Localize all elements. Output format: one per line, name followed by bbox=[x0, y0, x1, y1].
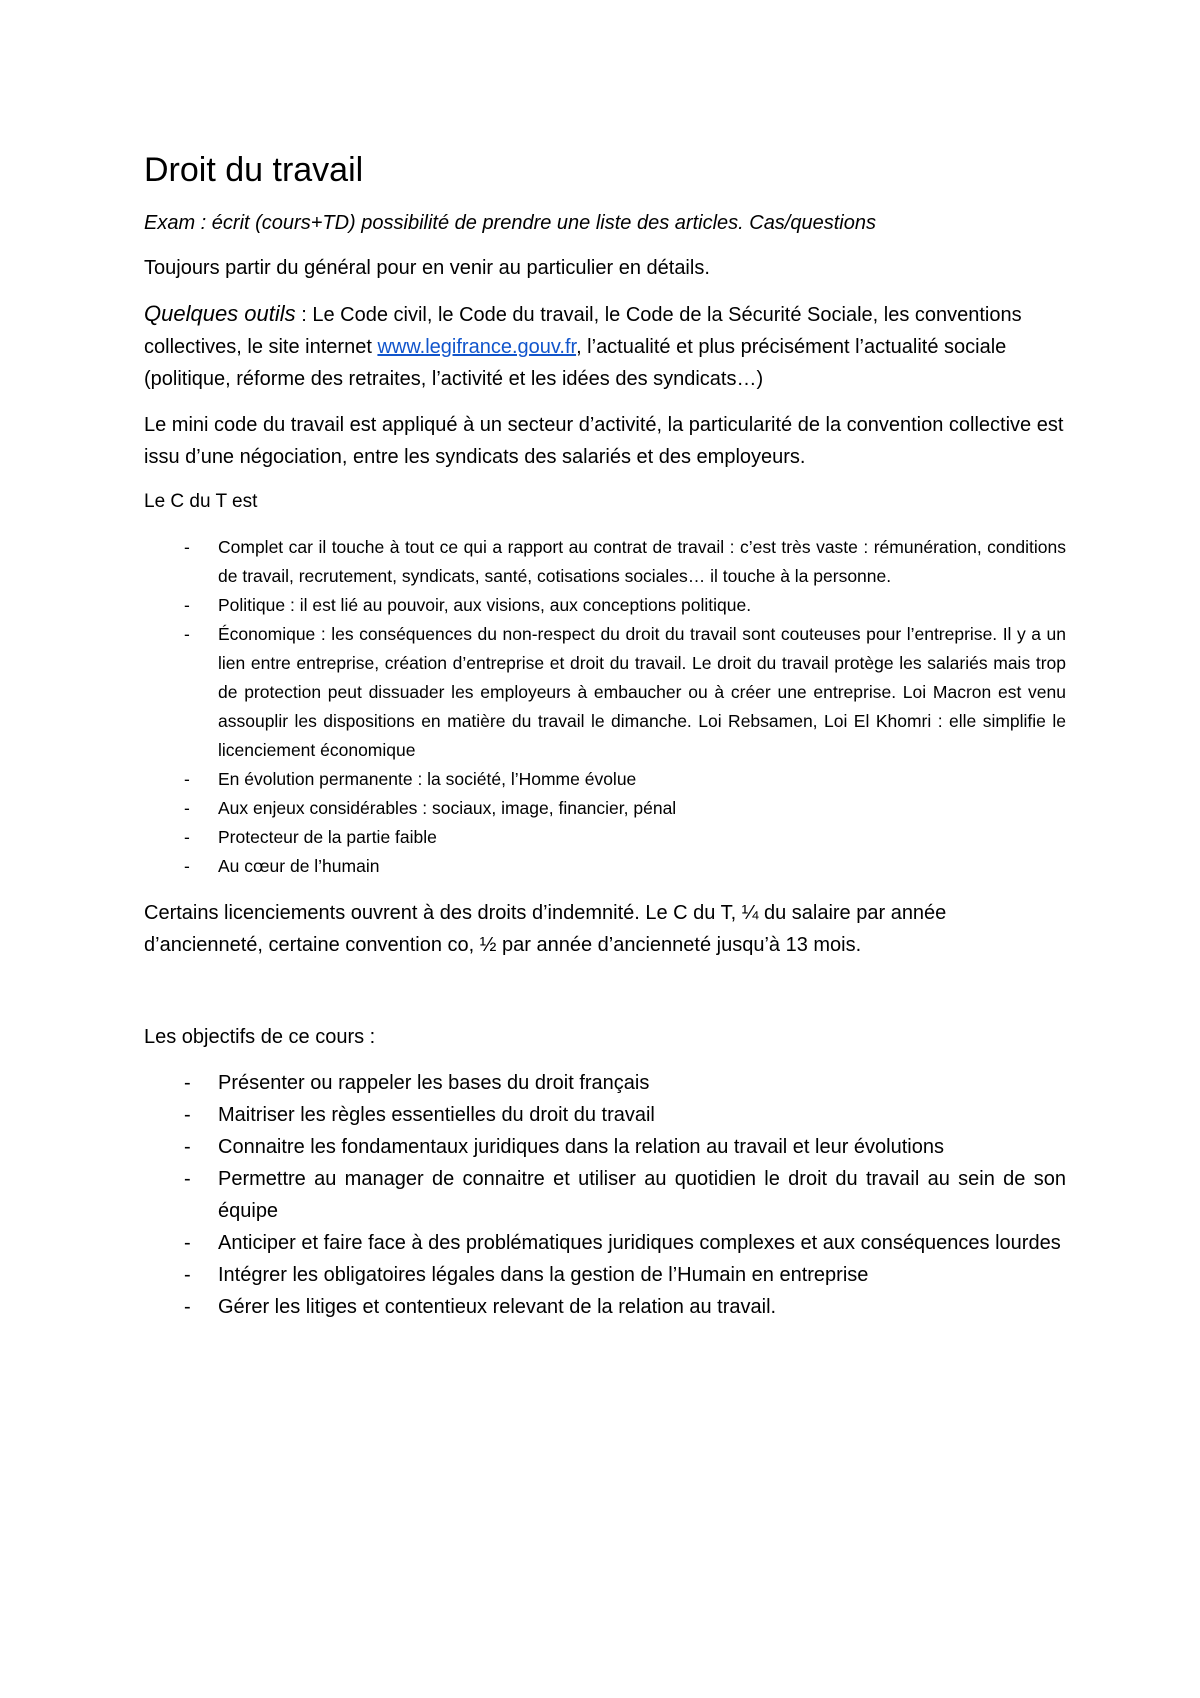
list-item: - Politique : il est lié au pouvoir, aux visions, aux conceptions politique. bbox=[144, 591, 1066, 620]
list-item: - Connaitre les fondamentaux juridiques dans la relation au travail et leur évolutions bbox=[144, 1131, 1066, 1163]
list-item: - Complet car il touche à tout ce qui a rapport au contrat de travail : c’est très vaste : rémunération, conditions de travail, recrutement, syndicats, santé, cotisations sociales… il touche à la personne. bbox=[144, 533, 1066, 591]
list-item: - Gérer les litiges et contentieux relevant de la relation au travail. bbox=[144, 1291, 1066, 1323]
outils-text-after: , l’actualité et plus précisément l’actualité sociale (politique, réforme des retraites, l’activité et les idées des syndicats…) bbox=[144, 336, 1007, 390]
cdt-list bbox=[144, 533, 1066, 881]
intro-paragraph: Toujours partir du général pour en venir au particulier en détails. bbox=[144, 257, 710, 279]
list-item: - Présenter ou rappeler les bases du droit français bbox=[144, 1067, 1066, 1099]
blank-line bbox=[144, 975, 1066, 1021]
exam-note: Exam : écrit (cours+TD) possibilité de prendre une liste des articles. Cas/questions bbox=[144, 212, 876, 234]
objectifs-heading: Les objectifs de ce cours : bbox=[144, 1026, 376, 1048]
document-title: Droit du travail bbox=[144, 151, 364, 189]
list-item: - Intégrer les obligatoires légales dans la gestion de l’Humain en entreprise bbox=[144, 1259, 1066, 1291]
list-item: - Économique : les conséquences du non-respect du droit du travail sont couteuses pour l’entreprise. Il y a un lien entre entreprise, création d’entreprise et droit du travail. Le droit du travail protège les salariés mais trop de protection peut dissuader les employeurs à embaucher ou à créer une entreprise. Loi Macron est venu assouplir les dispositions en matière du travail le dimanche. Loi Rebsamen, Loi El Khomri : elle simplifie le licenciement économique bbox=[144, 620, 1066, 765]
objectifs-list bbox=[144, 1067, 1066, 1323]
list-item: - Anticiper et faire face à des problématiques juridiques complexes et aux conséquences lourdes bbox=[144, 1227, 1066, 1259]
outils-label: Quelques outils bbox=[144, 301, 296, 326]
list-item: - Protecteur de la partie faible bbox=[144, 823, 1066, 852]
outils-text-before: : Le Code civil, le Code du travail, le Code de la Sécurité Sociale, les conventions collectives, le site internet bbox=[144, 304, 1022, 358]
licenciements-paragraph: Certains licenciements ouvrent à des droits d’indemnité. Le C du T, ¼ du salaire par année d’ancienneté, certaine convention co, ½ par année d’ancienneté jusqu’à 13 mois. bbox=[144, 902, 947, 956]
list-item: - Aux enjeux considérables : sociaux, image, financier, pénal bbox=[144, 794, 1066, 823]
legifrance-link[interactable]: www.legifrance.gouv.fr bbox=[377, 336, 577, 358]
list-item: - En évolution permanente : la société, l’Homme évolue bbox=[144, 765, 1066, 794]
list-item: - Au cœur de l’humain bbox=[144, 852, 1066, 881]
cdt-heading: Le C du T est bbox=[144, 491, 258, 512]
outils-paragraph bbox=[144, 298, 1066, 395]
mini-code-paragraph: Le mini code du travail est appliqué à un secteur d’activité, la particularité de la convention collective est issu d’une négociation, entre les syndicats des salariés et des employeurs. bbox=[144, 414, 1064, 468]
list-item: - Permettre au manager de connaitre et utiliser au quotidien le droit du travail au sein de son équipe bbox=[144, 1163, 1066, 1227]
list-item: - Maitriser les règles essentielles du droit du travail bbox=[144, 1099, 1066, 1131]
